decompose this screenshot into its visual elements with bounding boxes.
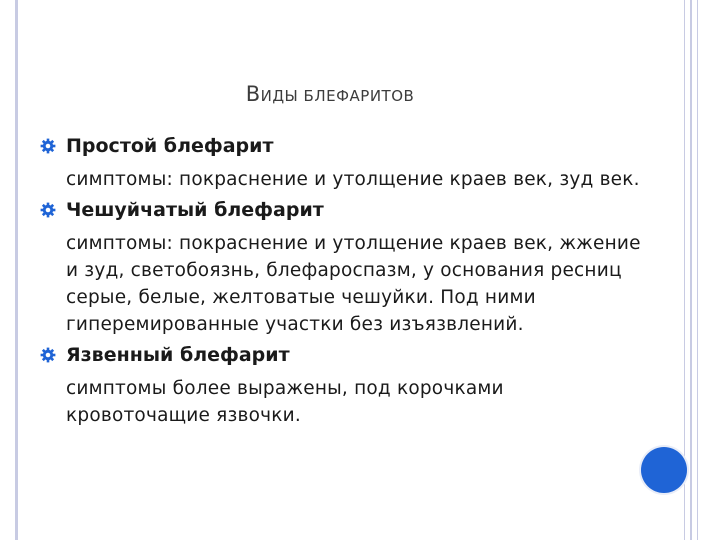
gear-icon [40,138,56,154]
list-item-ulcerative [40,340,640,370]
title-capital: В [245,82,261,106]
title-rest: ИДЫ БЛЕФАРИТОВ [260,87,415,105]
item-description: симптомы: покраснение и утолщение краев век, зуд век. [66,169,640,190]
list-item-simple [40,131,640,161]
item-description: симптомы: покраснение и утолщение краев век, жжение и зуд, светобоязнь, блефароспазм, у основания ресниц серые, белые, желтоватые чешуйки. Под ними гиперемированные участки без изъязвлений. [66,233,641,335]
item-heading: Чешуйчатый блефарит [66,199,324,221]
item-heading: Простой блефарит [66,135,274,157]
item-description: симптомы более выражены, под корочками кровоточащие язвочки. [66,378,504,426]
slide-title [0,82,660,106]
item-heading: Язвенный блефарит [66,344,290,366]
gear-icon [40,202,56,218]
right-frame-bar [684,0,698,540]
decorative-blue-circle [641,447,687,493]
bullet-list [40,131,640,431]
gear-icon [40,347,56,363]
list-item-scaly [40,195,640,225]
left-frame-line [15,0,18,540]
